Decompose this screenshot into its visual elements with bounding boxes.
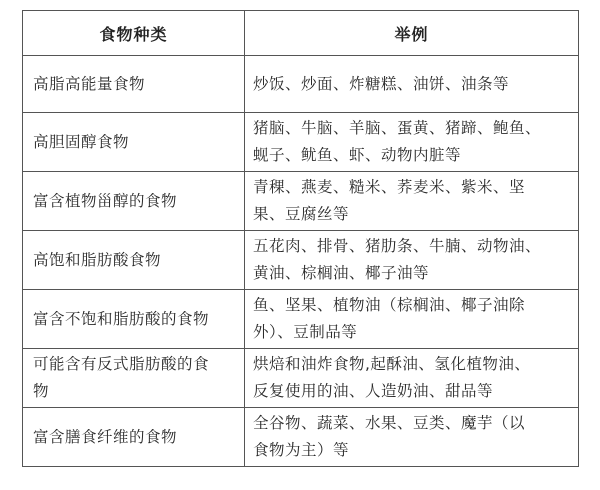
header-food-category: 食物种类 [23, 11, 245, 56]
category-cell [23, 408, 245, 467]
examples-text: 全谷物、蔬菜、水果、豆类、魔芋（以 [253, 414, 526, 432]
examples-cell [245, 56, 579, 113]
category-text: 物 [33, 382, 50, 400]
category-text: 富含膳食纤维的食物 [33, 427, 178, 446]
examples-cell [245, 113, 579, 172]
category-text: 可能含有反式脂肪酸的食 [33, 355, 210, 373]
examples-text: 炒饭、炒面、炸糖糕、油饼、油条等 [253, 74, 510, 93]
table-row [23, 172, 579, 231]
table-row [23, 56, 579, 113]
header-examples: 举例 [245, 11, 579, 56]
examples-text: 外）、豆制品等 [253, 323, 358, 341]
table-row [23, 231, 579, 290]
table-row [23, 290, 579, 349]
examples-text: 反复使用的油、人造奶油、甜品等 [253, 382, 494, 400]
category-cell [23, 172, 245, 231]
category-cell [23, 349, 245, 408]
category-text: 高饱和脂肪酸食物 [33, 250, 162, 269]
table-header-row [23, 11, 579, 56]
table-row [23, 113, 579, 172]
examples-text: 青稞、燕麦、糙米、荞麦米、紫米、坚 [253, 178, 526, 196]
table-row [23, 349, 579, 408]
category-cell [23, 290, 245, 349]
food-table-container [22, 10, 578, 467]
category-cell [23, 231, 245, 290]
examples-text: 食物为主）等 [253, 441, 350, 459]
category-text: 富含植物甾醇的食物 [33, 191, 178, 210]
category-cell [23, 56, 245, 113]
food-table [22, 10, 579, 467]
examples-text: 蚬子、鱿鱼、虾、动物内脏等 [253, 146, 462, 164]
examples-cell [245, 172, 579, 231]
category-cell [23, 113, 245, 172]
category-text: 高脂高能量食物 [33, 74, 146, 93]
examples-text: 黄油、棕榈油、椰子油等 [253, 264, 430, 282]
examples-text: 猪脑、牛脑、羊脑、蛋黄、猪蹄、鲍鱼、 [253, 119, 542, 137]
table-row [23, 408, 579, 467]
examples-text: 果、豆腐丝等 [253, 205, 350, 223]
examples-cell [245, 349, 579, 408]
examples-cell [245, 231, 579, 290]
category-text: 富含不饱和脂肪酸的食物 [33, 309, 210, 328]
examples-text: 烘焙和油炸食物,起酥油、氢化植物油、 [253, 355, 531, 373]
examples-text: 五花肉、排骨、猪肋条、牛腩、动物油、 [253, 237, 542, 255]
category-text: 高胆固醇食物 [33, 132, 130, 151]
examples-cell [245, 290, 579, 349]
examples-text: 鱼、坚果、植物油（棕榈油、椰子油除 [253, 296, 526, 314]
examples-cell [245, 408, 579, 467]
